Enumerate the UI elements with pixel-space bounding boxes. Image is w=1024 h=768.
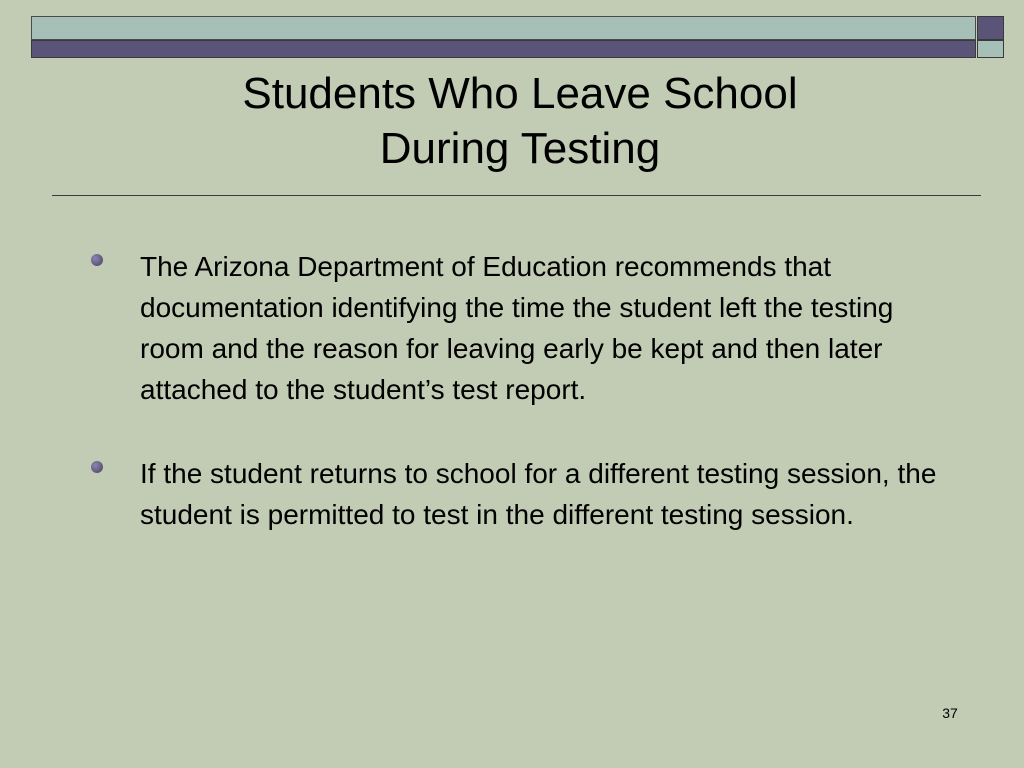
header-square-dark xyxy=(977,16,1004,40)
bullet-dot-icon xyxy=(91,461,103,473)
slide-title-line-1: Students Who Leave School xyxy=(242,69,798,118)
bullet-dot-icon xyxy=(91,254,103,266)
slide-title xyxy=(60,66,980,176)
bullet-text: The Arizona Department of Education recommends that documentation identifying the time the student left the testing room and the reason for leaving early be kept and then later attached to the student’s test report. xyxy=(140,251,894,405)
slide-title-line-2: During Testing xyxy=(379,124,661,173)
header-bar-light xyxy=(31,16,976,40)
bullet-text: If the student returns to school for a different testing session, the student is permitted to test in the different testing session. xyxy=(140,458,937,530)
page-number: 37 xyxy=(942,705,958,721)
bullet-item xyxy=(88,453,948,535)
header-bar-dark xyxy=(31,40,976,58)
header-square-light xyxy=(977,40,1004,58)
bullet-item xyxy=(88,246,948,410)
bullet-list xyxy=(88,246,948,535)
title-divider xyxy=(52,195,981,196)
